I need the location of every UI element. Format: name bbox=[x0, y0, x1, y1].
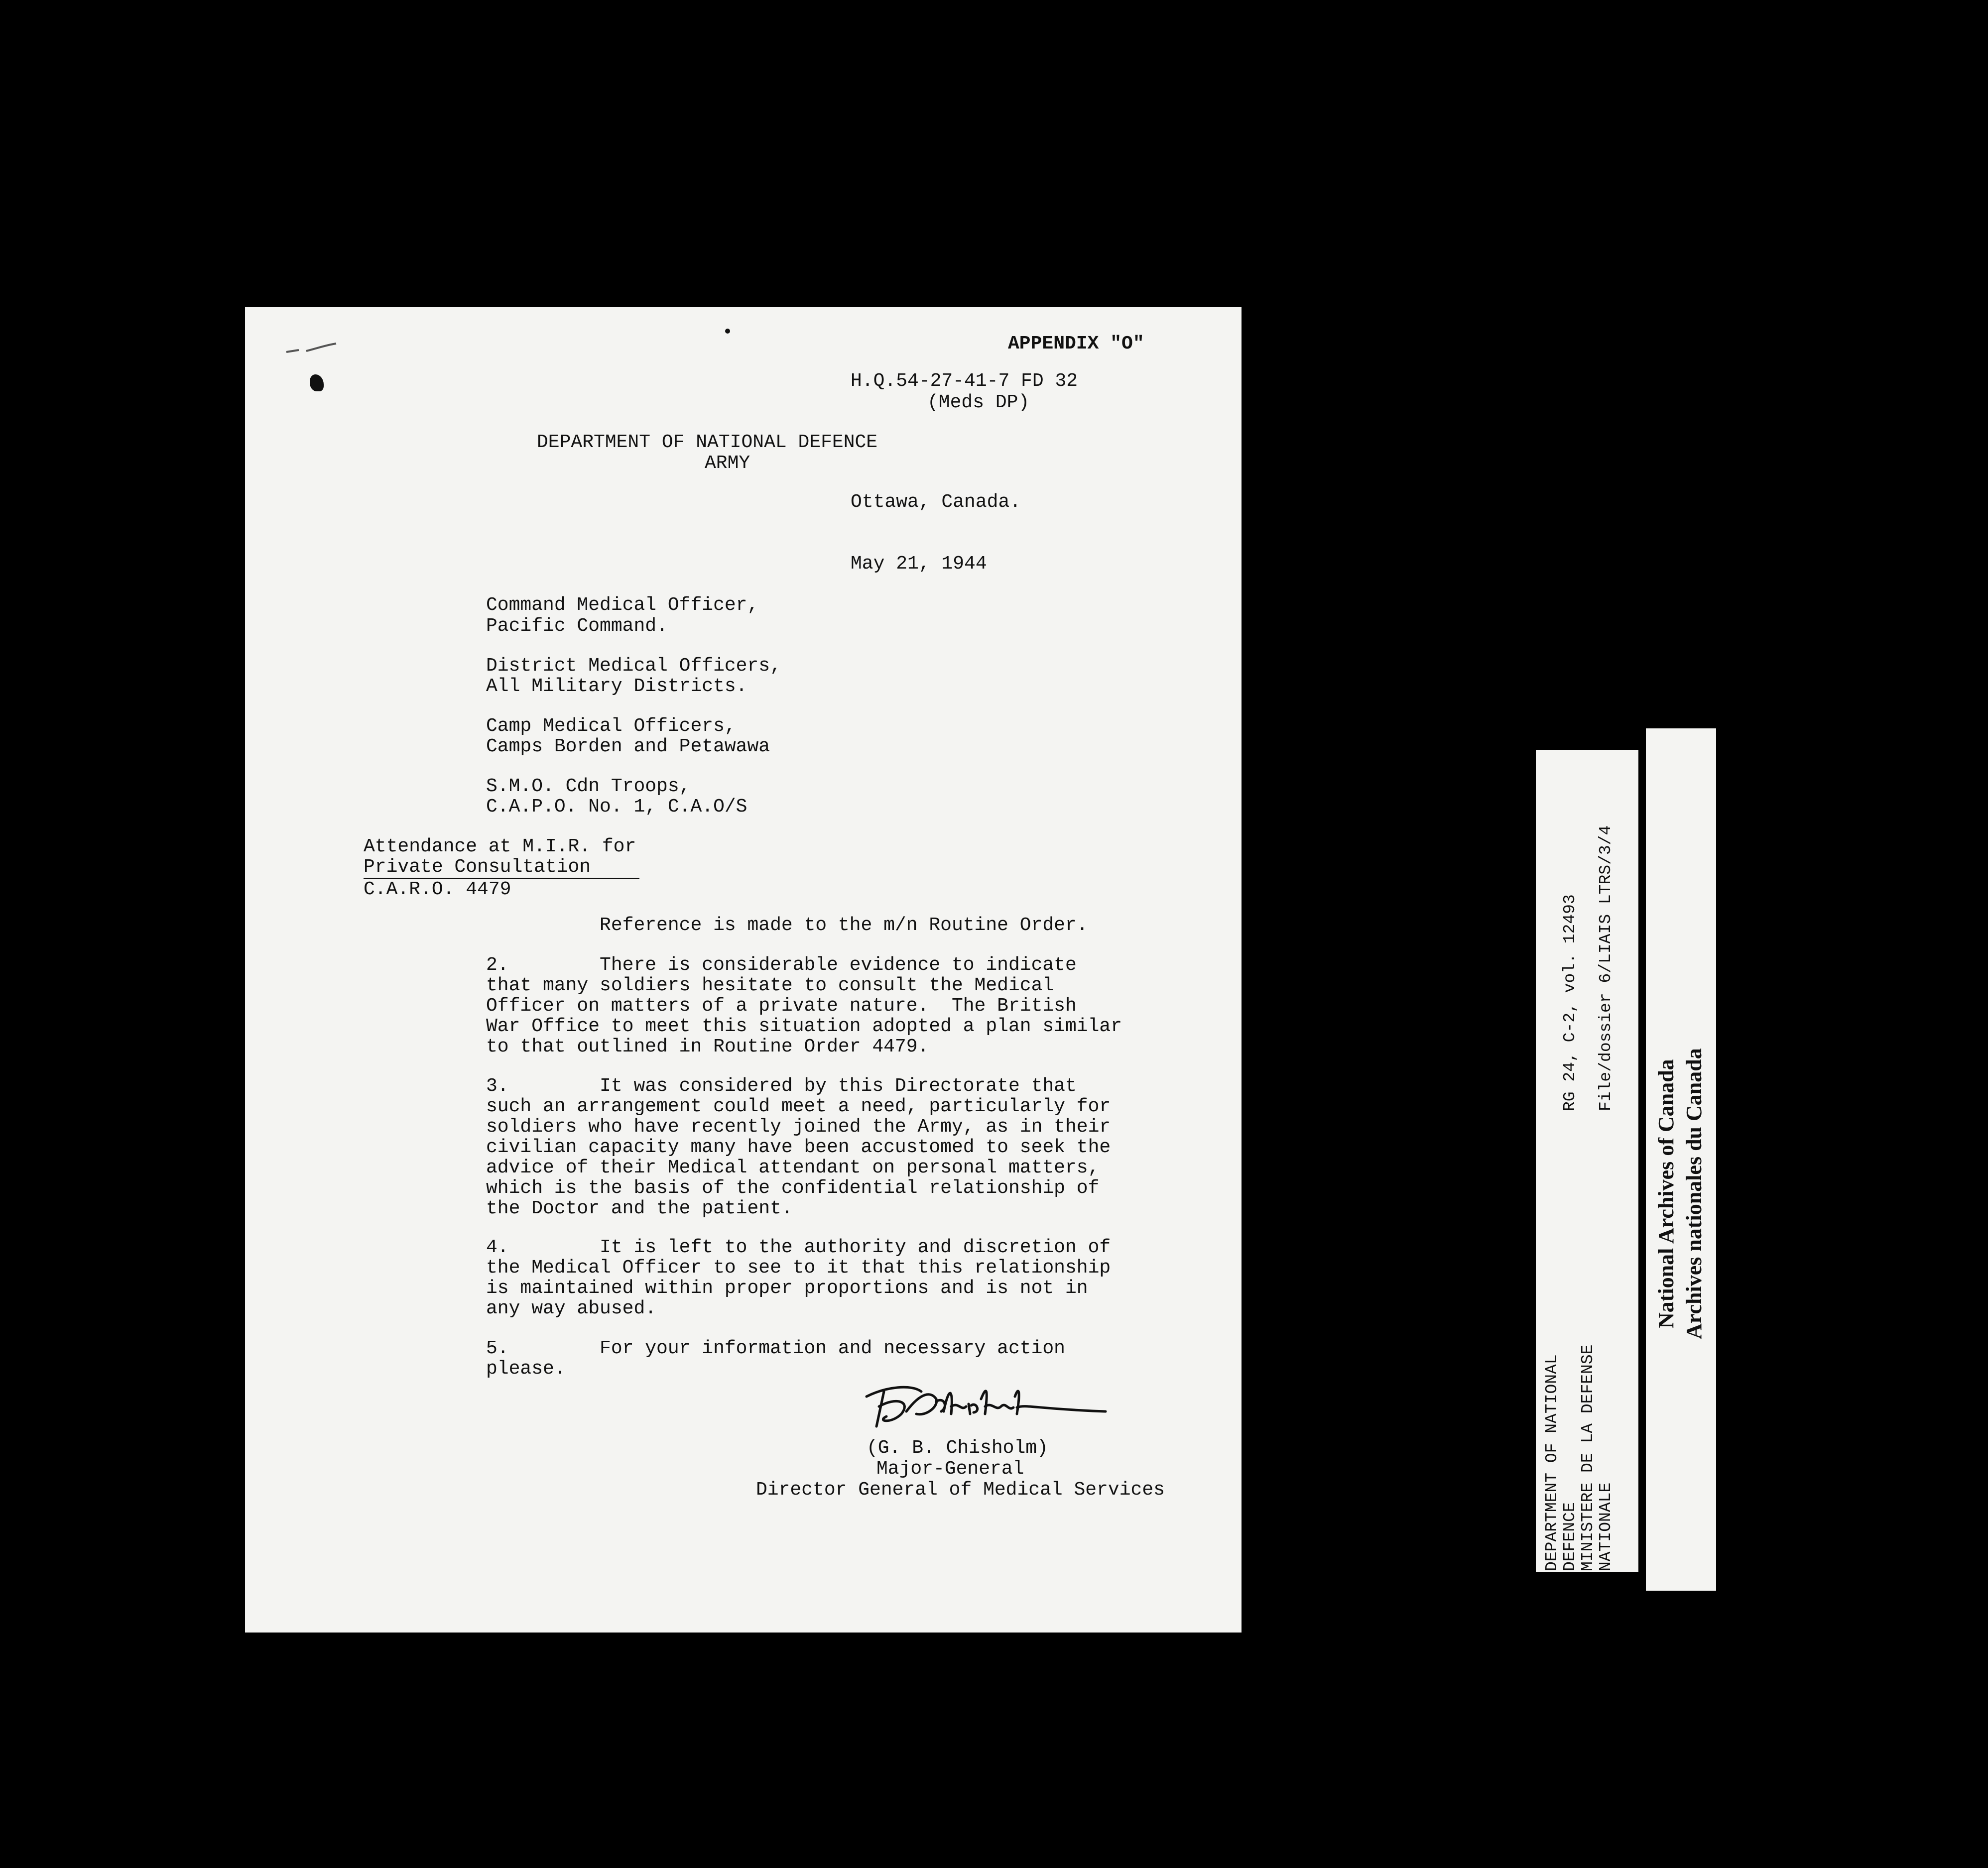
paragraph-2: 2. There is considerable evidence to indicate that many soldiers hesitate to consult the Medical Officer on matters of a private nature. The British War Office to meet this situation adopted a plan similar to that outlined in Routine Order 4479. bbox=[486, 954, 1122, 1057]
archive-file: File/dossier 6/LIAIS LTRS/3/4 bbox=[1597, 825, 1615, 1111]
file-reference: H.Q.54-27-41-7 FD 32 bbox=[851, 370, 1078, 392]
paragraph-1: Reference is made to the m/n Routine Order. bbox=[486, 915, 1088, 936]
paragraph-3: 3. It was considered by this Directorate that such an arrangement could meet a need, particularly for soldiers who have recently joined the Army, as in their civilian capacity many have been accustomed to seek the advice of their Medical attendant on personal matters, which is the basis of the confidential relationship of the Doctor and the patient. bbox=[486, 1075, 1111, 1219]
branch-heading: ARMY bbox=[705, 453, 750, 474]
subject-reference: C.A.R.O. 4479 bbox=[364, 879, 511, 900]
file-reference-sub: (Meds DP) bbox=[927, 392, 1030, 413]
addressee-line: District Medical Officers, bbox=[486, 655, 781, 677]
archives-tag-english: National Archives of Canada bbox=[1654, 1059, 1678, 1328]
paragraph-5: 5. For your information and necessary action please. bbox=[486, 1338, 1065, 1380]
handwritten-signature bbox=[857, 1377, 1116, 1436]
paragraph-4: 4. It is left to the authority and discretion of the Medical Officer to see to it that this relationship is maintained within proper proportions and is not in any way abused. bbox=[486, 1237, 1111, 1319]
addressee-line: Pacific Command. bbox=[486, 615, 668, 637]
signer-title: Director General of Medical Services bbox=[756, 1479, 1165, 1501]
signer-name: (G. B. Chisholm) bbox=[867, 1437, 1048, 1459]
department-heading: DEPARTMENT OF NATIONAL DEFENCE bbox=[537, 432, 878, 453]
addressee-line: Command Medical Officer, bbox=[486, 594, 759, 616]
archive-dept-line: MINISTERE DE LA DEFENSE bbox=[1579, 1344, 1597, 1571]
scan-mark bbox=[284, 341, 339, 361]
appendix-label: APPENDIX "O" bbox=[1008, 333, 1144, 354]
addressee-line: S.M.O. Cdn Troops, bbox=[486, 776, 691, 797]
addressee-line: C.A.P.O. No. 1, C.A.O/S bbox=[486, 796, 747, 817]
addressee-line: Camps Borden and Petawawa bbox=[486, 736, 770, 757]
letter-date: May 21, 1944 bbox=[851, 553, 987, 575]
addressee-line: Camp Medical Officers, bbox=[486, 715, 736, 737]
subject-line: Private Consultation bbox=[364, 857, 639, 879]
addressee-line: All Military Districts. bbox=[486, 676, 747, 697]
archive-reference: RG 24, C-2, vol. 12493 bbox=[1561, 894, 1579, 1111]
ink-dot bbox=[725, 329, 730, 334]
archive-dept-line: DEPARTMENT OF NATIONAL bbox=[1543, 1354, 1561, 1571]
location: Ottawa, Canada. bbox=[851, 491, 1021, 513]
archive-dept-line: DEFENCE bbox=[1561, 1502, 1579, 1571]
signer-rank: Major-General bbox=[876, 1458, 1024, 1480]
archive-dept-line: NATIONALE bbox=[1597, 1482, 1615, 1571]
archives-tag-french: Archives nationales du Canada bbox=[1682, 1048, 1706, 1339]
subject-line: Attendance at M.I.R. for bbox=[364, 836, 636, 857]
